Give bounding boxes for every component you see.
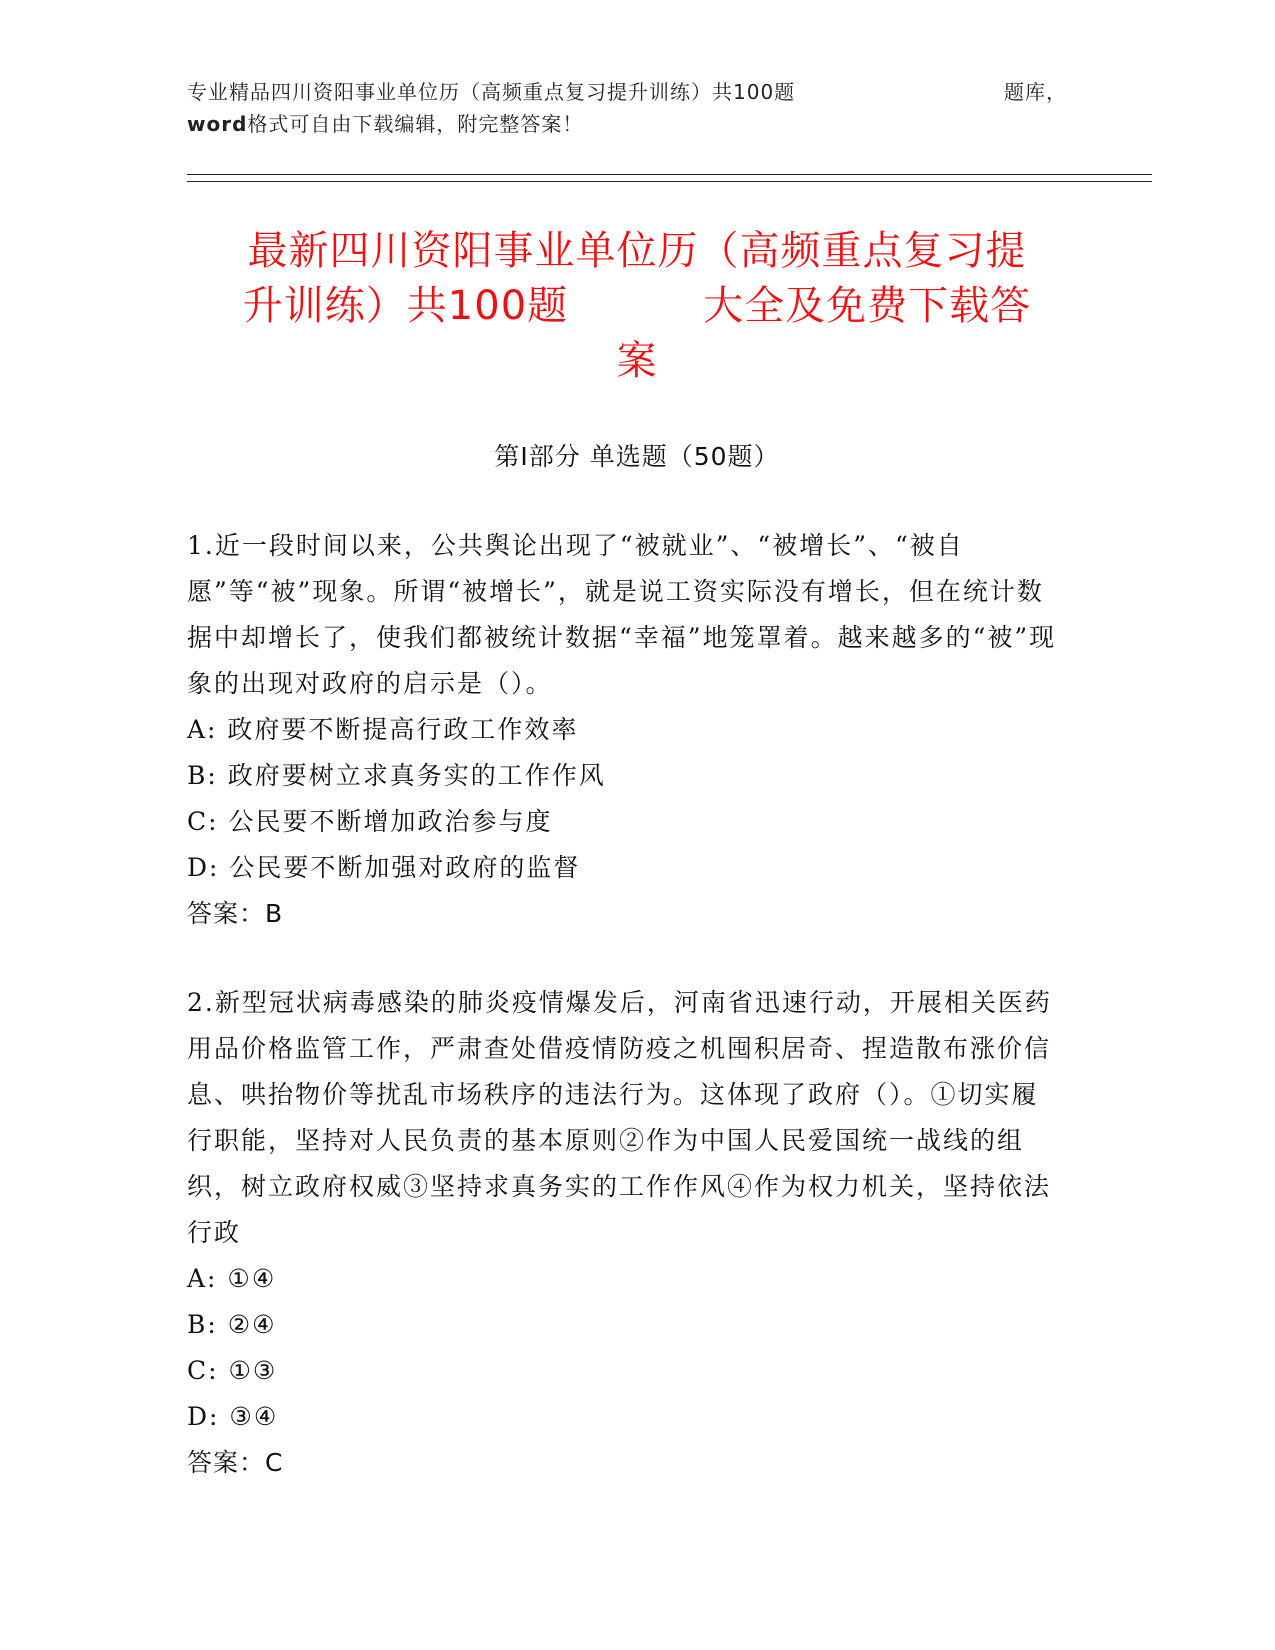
header-line-1 bbox=[187, 76, 1067, 108]
option-c: C: ①③ bbox=[187, 1356, 278, 1385]
question-stem: 2.新型冠状病毒感染的肺炎疫情爆发后，河南省迅速行动，开展相关医药用品价格监管工作，严肃查处借疫情防疫之机囤积居奇、捏造散布涨价信息、哄抬物价等扰乱市场秩序的违法行为。这体现了政府（）。①切实履行职能，坚持对人民负责的基本原则②作为中国人民爱国统一战线的组织，树立政府权威③坚持求真务实的工作作风④作为权力机关，坚持依法行政 bbox=[187, 988, 1052, 1247]
title-line-2-right: 大全及免费下载答 bbox=[703, 283, 1032, 329]
option-d: D: ③④ bbox=[187, 1402, 279, 1431]
document-title bbox=[187, 224, 1087, 389]
answer: 答案：B bbox=[187, 899, 284, 928]
header-divider-top bbox=[187, 174, 1152, 175]
header-description: 专业精品四川资阳事业单位历（高频重点复习提升训练）共100题 bbox=[187, 80, 796, 104]
title-line-2-left: 升训练）共100题 bbox=[242, 283, 569, 329]
title-line-1: 最新四川资阳事业单位历（高频重点复习提 bbox=[247, 228, 1027, 274]
header-line-2 bbox=[187, 108, 1067, 140]
page-header bbox=[187, 76, 1067, 140]
header-divider-bottom bbox=[187, 181, 1152, 182]
question-2 bbox=[187, 980, 1057, 1486]
section-title: 第Ⅰ部分 单选题（50题） bbox=[494, 442, 780, 471]
option-b: B: 政府要树立求真务实的工作作风 bbox=[187, 761, 606, 790]
option-d: D: 公民要不断加强对政府的监督 bbox=[187, 853, 581, 882]
answer: 答案：C bbox=[187, 1448, 284, 1477]
header-note: 格式可自由下载编辑，附完整答案！ bbox=[247, 112, 584, 136]
question-1 bbox=[187, 523, 1057, 937]
title-line-3: 案 bbox=[616, 338, 658, 384]
option-a: A: ①④ bbox=[187, 1264, 277, 1293]
header-tag: 题库， bbox=[1004, 80, 1067, 104]
title-line-2 bbox=[187, 279, 1087, 334]
header-brand: word bbox=[187, 112, 248, 136]
option-a: A: 政府要不断提高行政工作效率 bbox=[187, 715, 579, 744]
option-b: B: ②④ bbox=[187, 1310, 277, 1339]
option-c: C: 公民要不断增加政治参与度 bbox=[187, 807, 553, 836]
question-stem: 1.近一段时间以来，公共舆论出现了“被就业”、“被增长”、“被自愿”等“被”现象。所谓“被增长”，就是说工资实际没有增长，但在统计数据中却增长了，使我们都被统计数据“幸福”地笼罩着。越来越多的“被”现象的出现对政府的启示是（）。 bbox=[187, 531, 1057, 698]
